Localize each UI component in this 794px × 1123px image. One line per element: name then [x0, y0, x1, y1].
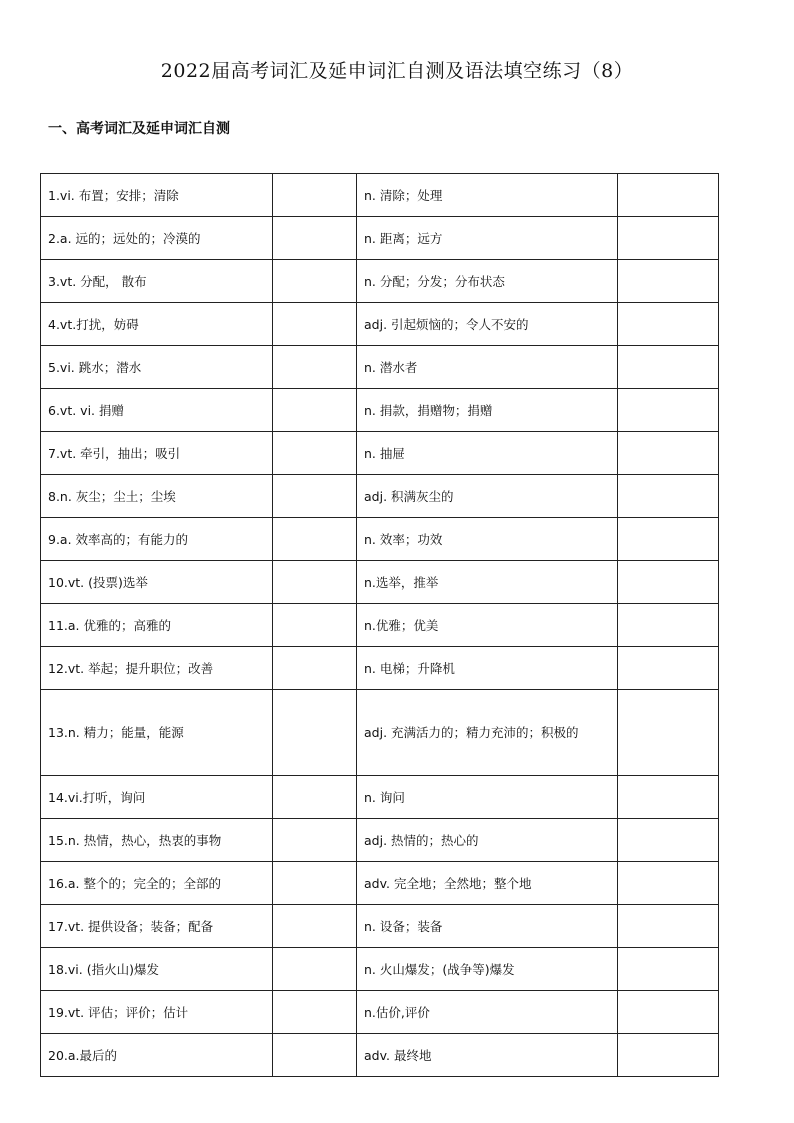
word-definition-cell: 7.vt. 牵引，抽出；吸引 — [41, 432, 273, 475]
word-answer-cell[interactable] — [273, 905, 357, 948]
derived-definition-cell: n. 询问 — [357, 776, 618, 819]
word-definition-cell: 12.vt. 举起；提升职位；改善 — [41, 647, 273, 690]
derived-answer-cell[interactable] — [618, 303, 719, 346]
word-answer-cell[interactable] — [273, 948, 357, 991]
word-answer-cell[interactable] — [273, 174, 357, 217]
derived-answer-cell[interactable] — [618, 604, 719, 647]
word-answer-cell[interactable] — [273, 303, 357, 346]
derived-answer-cell[interactable] — [618, 561, 719, 604]
word-definition-cell: 11.a. 优雅的；高雅的 — [41, 604, 273, 647]
word-definition-cell: 20.a.最后的 — [41, 1034, 273, 1077]
table-row — [41, 389, 719, 432]
derived-definition-cell: adj. 引起烦恼的；令人不安的 — [357, 303, 618, 346]
table-row — [41, 1034, 719, 1077]
table-row — [41, 776, 719, 819]
derived-definition-cell: n.选举，推举 — [357, 561, 618, 604]
table-row — [41, 432, 719, 475]
table-row — [41, 174, 719, 217]
word-answer-cell[interactable] — [273, 862, 357, 905]
word-definition-cell: 18.vi. (指火山)爆发 — [41, 948, 273, 991]
word-definition-cell: 8.n. 灰尘；尘土；尘埃 — [41, 475, 273, 518]
derived-definition-cell: n. 潜水者 — [357, 346, 618, 389]
derived-definition-cell: n. 效率；功效 — [357, 518, 618, 561]
derived-answer-cell[interactable] — [618, 260, 719, 303]
word-answer-cell[interactable] — [273, 217, 357, 260]
derived-answer-cell[interactable] — [618, 217, 719, 260]
derived-definition-cell: n. 设备；装备 — [357, 905, 618, 948]
word-definition-cell: 14.vi.打听，询问 — [41, 776, 273, 819]
table-row — [41, 819, 719, 862]
word-answer-cell[interactable] — [273, 776, 357, 819]
word-definition-cell: 5.vi. 跳水；潜水 — [41, 346, 273, 389]
table-row — [41, 217, 719, 260]
table-row — [41, 303, 719, 346]
word-definition-cell: 15.n. 热情，热心，热衷的事物 — [41, 819, 273, 862]
word-answer-cell[interactable] — [273, 260, 357, 303]
derived-definition-cell: n.优雅；优美 — [357, 604, 618, 647]
table-row — [41, 905, 719, 948]
page-title: 2022届高考词汇及延申词汇自测及语法填空练习（8） — [160, 60, 634, 82]
word-answer-cell[interactable] — [273, 432, 357, 475]
derived-answer-cell[interactable] — [618, 1034, 719, 1077]
word-definition-cell: 10.vt. (投票)选举 — [41, 561, 273, 604]
derived-answer-cell[interactable] — [618, 991, 719, 1034]
table-row — [41, 948, 719, 991]
word-definition-cell: 13.n. 精力；能量，能源 — [41, 690, 273, 776]
derived-answer-cell[interactable] — [618, 647, 719, 690]
derived-definition-cell: n. 距离；远方 — [357, 217, 618, 260]
table-row — [41, 475, 719, 518]
word-definition-cell: 9.a. 效率高的；有能力的 — [41, 518, 273, 561]
word-definition-cell: 17.vt. 提供设备；装备；配备 — [41, 905, 273, 948]
word-answer-cell[interactable] — [273, 389, 357, 432]
table-row — [41, 862, 719, 905]
derived-definition-cell: n.估价,评价 — [357, 991, 618, 1034]
derived-answer-cell[interactable] — [618, 518, 719, 561]
word-definition-cell: 2.a. 远的；远处的；冷漠的 — [41, 217, 273, 260]
word-answer-cell[interactable] — [273, 819, 357, 862]
table-row — [41, 518, 719, 561]
derived-definition-cell: adj. 热情的；热心的 — [357, 819, 618, 862]
derived-definition-cell: adj. 积满灰尘的 — [357, 475, 618, 518]
table-row — [41, 647, 719, 690]
derived-definition-cell: n. 抽屉 — [357, 432, 618, 475]
derived-answer-cell[interactable] — [618, 948, 719, 991]
word-answer-cell[interactable] — [273, 1034, 357, 1077]
derived-definition-cell: adj. 充满活力的；精力充沛的；积极的 — [357, 690, 618, 776]
word-definition-cell: 16.a. 整个的；完全的；全部的 — [41, 862, 273, 905]
table-row — [41, 346, 719, 389]
derived-answer-cell[interactable] — [618, 174, 719, 217]
derived-answer-cell[interactable] — [618, 690, 719, 776]
word-answer-cell[interactable] — [273, 561, 357, 604]
table-row — [41, 604, 719, 647]
word-definition-cell: 4.vt.打扰，妨碍 — [41, 303, 273, 346]
table-row — [41, 690, 719, 776]
word-answer-cell[interactable] — [273, 518, 357, 561]
table-row — [41, 260, 719, 303]
vocab-table-body — [41, 174, 719, 1077]
word-answer-cell[interactable] — [273, 475, 357, 518]
derived-definition-cell: n. 电梯；升降机 — [357, 647, 618, 690]
word-answer-cell[interactable] — [273, 991, 357, 1034]
derived-answer-cell[interactable] — [618, 389, 719, 432]
word-definition-cell: 1.vi. 布置；安排；清除 — [41, 174, 273, 217]
word-answer-cell[interactable] — [273, 690, 357, 776]
derived-definition-cell: n. 清除；处理 — [357, 174, 618, 217]
derived-answer-cell[interactable] — [618, 862, 719, 905]
vocab-table — [40, 173, 719, 1077]
word-definition-cell: 19.vt. 评估；评价；估计 — [41, 991, 273, 1034]
word-answer-cell[interactable] — [273, 604, 357, 647]
derived-answer-cell[interactable] — [618, 776, 719, 819]
derived-definition-cell: adv. 最终地 — [357, 1034, 618, 1077]
derived-answer-cell[interactable] — [618, 346, 719, 389]
derived-definition-cell: n. 火山爆发；(战争等)爆发 — [357, 948, 618, 991]
word-answer-cell[interactable] — [273, 647, 357, 690]
word-definition-cell: 3.vt. 分配， 散布 — [41, 260, 273, 303]
derived-answer-cell[interactable] — [618, 905, 719, 948]
table-row — [41, 561, 719, 604]
section-heading: 一、高考词汇及延申词汇自测 — [48, 121, 230, 137]
word-definition-cell: 6.vt. vi. 捐赠 — [41, 389, 273, 432]
derived-answer-cell[interactable] — [618, 475, 719, 518]
derived-definition-cell: n. 分配；分发；分布状态 — [357, 260, 618, 303]
derived-definition-cell: n. 捐款，捐赠物；捐赠 — [357, 389, 618, 432]
table-row — [41, 991, 719, 1034]
word-answer-cell[interactable] — [273, 346, 357, 389]
derived-answer-cell[interactable] — [618, 432, 719, 475]
derived-answer-cell[interactable] — [618, 819, 719, 862]
derived-definition-cell: adv. 完全地；全然地；整个地 — [357, 862, 618, 905]
